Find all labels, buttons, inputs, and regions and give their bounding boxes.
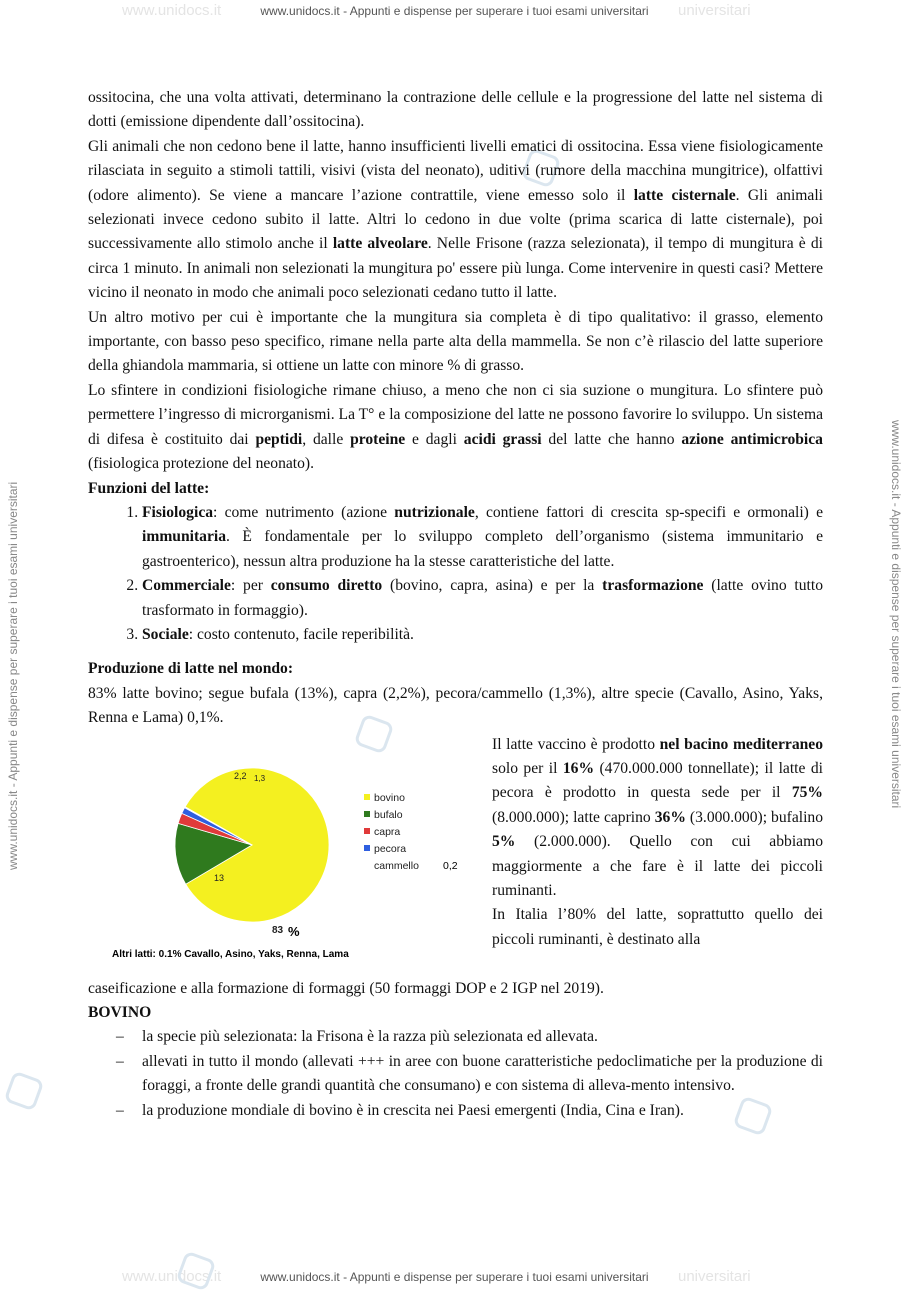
legend-label-cammello: cammello — [374, 859, 419, 872]
pie-label-pecora: 1,3 — [254, 773, 266, 783]
pie-label-bufalo: 13 — [214, 872, 225, 883]
funzioni-list — [88, 501, 823, 647]
legend-swatch-bufalo — [364, 811, 370, 817]
italia-text-part1: In Italia l’80% del latte, soprattutto quello dei piccoli ruminanti, è destinato alla — [492, 906, 823, 948]
list-item: 1. Fisiologica: come nutrimento (azione nutrizionale, contiene fattori di crescita sp-specifi e ormonali) e immunitaria. È fondamentale per lo sviluppo completo dell’organismo (sistema immunitario e gastroenterico), nessun altra produzione ha la stesse caratteristiche del latte. — [142, 501, 823, 574]
watermark-side-right: www.unidocs.it - Appunti e dispense per superare i tuoi esami universitari — [889, 420, 903, 809]
bovino-list — [88, 1025, 823, 1123]
legend-label-pecora: pecora — [374, 842, 407, 855]
watermark-side-left: www.unidocs.it - Appunti e dispense per superare i tuoi esami universitari — [6, 481, 20, 870]
side-paragraph: Il latte vaccino è prodotto nel bacino mediterraneo solo per il 16% (470.000.000 tonnellate); il latte di pecora è prodotto in questa sede per il 75% (8.000.000); latte caprino 36% (3.000.000); bufalino 5% (2.000.000). Quello con cui abbiamo maggiormente a che fare è il latte dei piccoli ruminanti. In Italia l’80% del latte, soprattutto quello dei piccoli ruminanti, è destinato alla — [492, 735, 824, 948]
legend-swatch-pecora — [364, 845, 370, 851]
legend-label-bufalo: bufalo — [374, 808, 403, 821]
paragraph: Lo sfintere in condizioni fisiologiche rimane chiuso, a meno che non ci sia suzione o mungitura. Lo sfintere può permettere l’ingresso di microrganismi. La T° e la composizione del latte ne possono favorire lo sviluppo. Un sistema di difesa è costituito dai peptidi, dalle proteine e dagli acidi grassi del latte che hanno azione antimicrobica (fisiologica protezione del neonato). — [88, 381, 823, 473]
watermark-ghost-left: www.unidocs.it — [122, 2, 222, 19]
watermark-ghost-right-bottom: universitari — [678, 1268, 751, 1285]
pie-chart-svg — [102, 733, 482, 977]
paragraph: 83% latte bovino; segue bufala (13%), capra (2,2%), pecora/cammello (1,3%), altre specie (Cavallo, Asino, Yaks, Renna e Lama) 0,1%. — [88, 684, 823, 727]
watermark-logo-icon — [175, 1250, 216, 1291]
paragraph: Un altro motivo per cui è importante che la mungitura sia completa è di tipo qualitativo: il grasso, elemento importante, con basso peso specifico, rimane nella parte alta della mammella. Se non c’è rilascio del latte superiore della ghiandola mammaria, si ottiene un latte con minore % di grasso. — [88, 308, 823, 375]
legend-label-capra: capra — [374, 825, 401, 838]
watermark-ghost-right: universitari — [678, 2, 751, 19]
pie-chart — [102, 733, 482, 977]
watermark-header: www.unidocs.it - Appunti e dispense per superare i tuoi esami universitari — [260, 4, 649, 18]
list-item: 2. Commerciale: per consumo diretto (bovino, capra, asina) e per la trasformazione (latte ovino tutto trasformato in formaggio). — [142, 574, 823, 623]
section-heading-funzioni: Funzioni del latte: — [88, 479, 210, 497]
paragraph: Gli animali che non cedono bene il latte, hanno insufficienti livelli ematici di ossitocina. Essa viene fisiologicamente rilasciata in seguito a stimoli tattili, visivi (vista del neonato), uditivi (rumore della macchina mungitrice), olfattivi (odore alimento). Se viene a mancare l’azione contrattile, viene emesso solo il latte cisternale. Gli animali selezionati invece cedono subito il latte. Altri lo cedono in due volte (prima scarica di latte cisternale), poi successivamente allo stimolo anche il latte alveolare. Nelle Frisone (razza selezionata), il tempo di mungitura è di circa 1 minuto. In animali non selezionati la mungitura po' essere più lunga. Come intervenire in questi casi? Mettere vicino il neonato in modo che animali poco selezionati cedano tutto il latte. — [88, 137, 824, 302]
section-heading-produzione: Produzione di latte nel mondo: — [88, 660, 294, 678]
pie-label-bovino: 83 — [272, 924, 284, 936]
legend-extra-value: 0,2 — [443, 859, 458, 872]
watermark-ghost-left-bottom: www.unidocs.it — [122, 1268, 222, 1285]
chart-row — [88, 733, 823, 977]
pie-percent-sign: % — [288, 923, 300, 939]
list-item: – allevati in tutto il mondo (allevati +++ in aree con buone caratteristiche pedoclimatiche per la produzione di foraggi, a fronte delle grandi quantità che consumano) e con sistema di alleva-mento intensivo. — [142, 1050, 823, 1099]
legend-swatch-cammello — [364, 862, 370, 868]
list-item: 3. Sociale: costo contenuto, facile reperibilità. — [142, 623, 823, 647]
paragraph: ossitocina, che una volta attivati, determinano la contrazione delle cellule e la progressione del latte nel sistema di dotti (emissione dipendente dall’ossitocina). — [88, 89, 823, 131]
document-body — [88, 86, 823, 1123]
legend-swatch-bovino — [364, 794, 370, 800]
legend-label-bovino: bovino — [374, 791, 405, 804]
list-item: – la produzione mondiale di bovino è in crescita nei Paesi emergenti (India, Cina e Iran). — [142, 1099, 823, 1123]
list-item: – la specie più selezionata: la Frisona è la razza più selezionata ed allevata. — [142, 1025, 823, 1049]
pie-label-capra: 2,2 — [234, 770, 247, 781]
watermark-footer: www.unidocs.it - Appunti e dispense per superare i tuoi esami universitari — [260, 1270, 649, 1284]
legend-swatch-capra — [364, 828, 370, 834]
section-heading-bovino: BOVINO — [88, 1003, 152, 1021]
watermark-logo-icon — [3, 1070, 44, 1111]
paragraph-italia: caseificazione e alla formazione di formaggi (50 formaggi DOP e 2 IGP nel 2019). — [88, 979, 604, 997]
chart-footer: Altri latti: 0.1% Cavallo, Asino, Yaks, Renna, Lama — [112, 948, 349, 960]
